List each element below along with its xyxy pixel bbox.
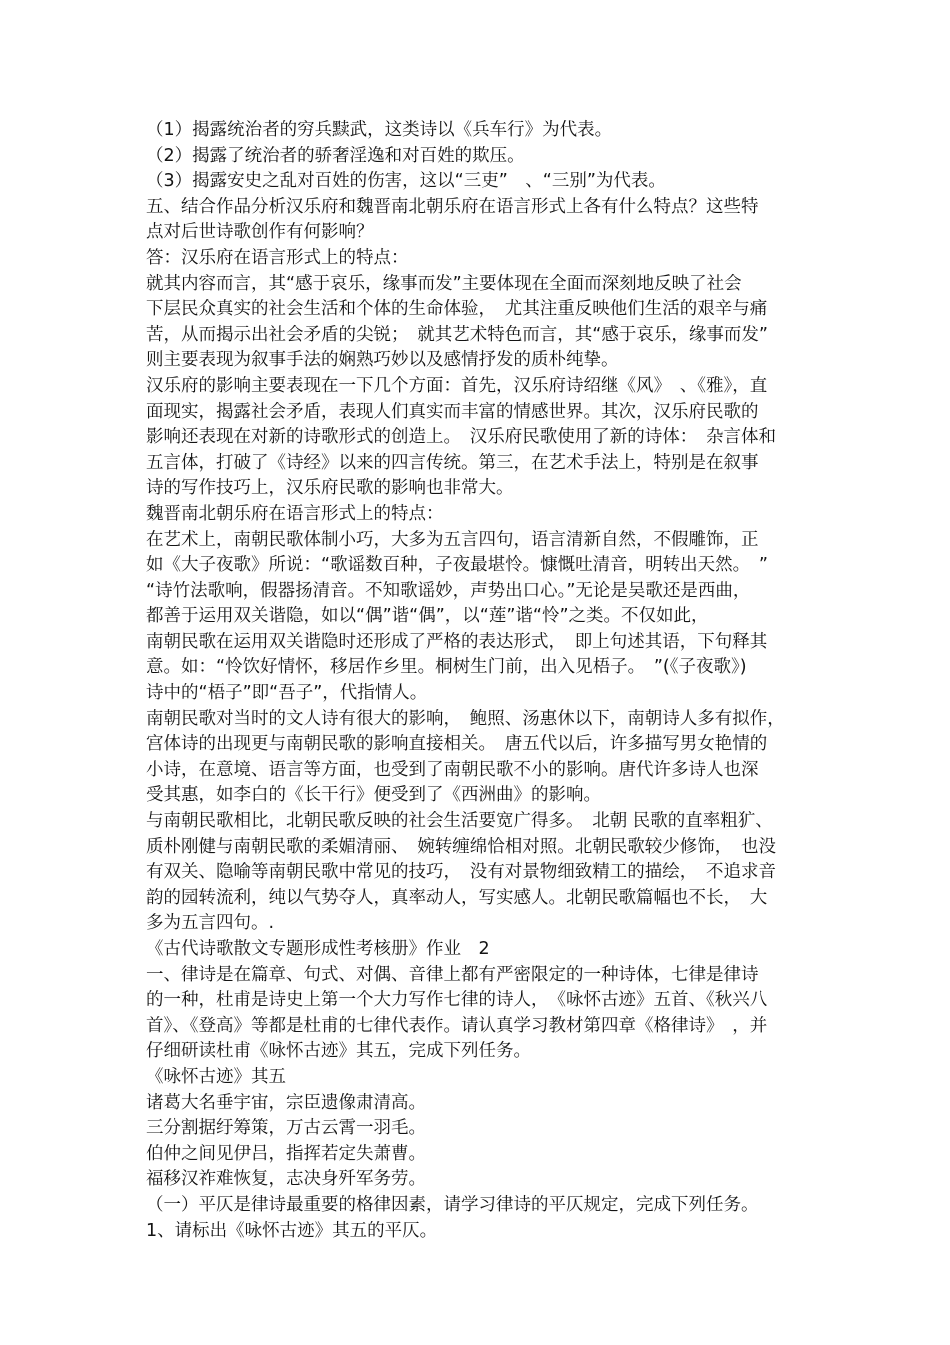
- text-line: 南朝民歌对当时的文人诗有很大的影响， 鲍照、汤惠休以下，南朝诗人多有拟作，: [146, 708, 785, 729]
- text-line: 汉乐府的影响主要表现在一下几个方面：首先，汉乐府诗绍继《风》 、《雅》，直: [146, 375, 768, 396]
- text-line: 福移汉祚难恢复，志决身歼军务劳。: [146, 1169, 426, 1190]
- text-line: 首》、《登高》等都是杜甫的七律代表作。请认真学习教材第四章《格律诗》 ，并: [146, 1015, 768, 1036]
- text-line: 意。如：“怜饮好情怀，移居作乡里。桐树生门前，出入见梧子。 ”(《子夜歌》): [146, 657, 747, 678]
- text-line: 的一种，杜甫是诗史上第一个大力写作七律的诗人， 《咏怀古迹》五首、《秋兴八: [146, 990, 768, 1011]
- text-line: 《咏怀古迹》其五: [146, 1066, 286, 1087]
- text-line: 一、律诗是在篇章、句式、对偶、音律上都有严密限定的一种诗体，七律是律诗: [146, 964, 759, 985]
- text-line: 如《大子夜歌》所说：“歌谣数百种，子夜最堪怜。慷慨吐清音，明转出天然。 ”: [146, 555, 768, 576]
- text-line: （一）平仄是律诗最重要的格律因素，请学习律诗的平仄规定，完成下列任务。: [146, 1194, 759, 1215]
- text-line: 影响还表现在对新的诗歌形式的创造上。 汉乐府民歌使用了新的诗体： 杂言体和: [146, 427, 776, 448]
- text-line: 三分割据纡筹策，万古云霄一羽毛。: [146, 1118, 426, 1139]
- text-line: 受其惠，如李白的《长干行》便受到了《西洲曲》的影响。: [146, 785, 601, 806]
- text-line: 宫体诗的出现更与南朝民歌的影响直接相关。 唐五代以后，许多描写男女艳情的: [146, 734, 768, 755]
- text-line: 多为五言四句。.: [146, 913, 275, 934]
- text-line: 就其内容而言，其“感于哀乐，缘事而发”主要体现在全面而深刻地反映了社会: [146, 273, 742, 294]
- text-line: 韵的园转流利，纯以气势夺人，真率动人，写实感人。北朝民歌篇幅也不长， 大: [146, 887, 768, 908]
- text-line: 诸葛大名垂宇宙，宗臣遗像肃清高。: [146, 1092, 426, 1113]
- text-line: 下层民众真实的社会生活和个体的生命体验， 尤其注重反映他们生活的艰辛与痛: [146, 299, 768, 320]
- text-line: 有双关、隐喻等南朝民歌中常见的技巧， 没有对景物细致精工的描绘， 不追求音: [146, 862, 776, 883]
- text-line: 答：汉乐府在语言形式上的特点：: [146, 247, 409, 268]
- document-body: [146, 118, 816, 1244]
- text-line: “诗竹法歌响，假器扬清音。不知歌谣妙，声势出口心。”无论是吴歌还是西曲，: [146, 580, 751, 601]
- text-line: 都善于运用双关谐隐，如以“偶”谐“偶”，以“莲”谐“怜”之类。不仅如此，: [146, 606, 709, 627]
- text-line: （3）揭露安史之乱对百姓的伤害，这以“三吏” 、“三别”为代表。: [146, 171, 666, 192]
- text-line: 诗中的“梧子”即“吾子”，代指情人。: [146, 683, 428, 704]
- text-line: （1）揭露统治者的穷兵黩武，这类诗以《兵车行》为代表。: [146, 120, 613, 140]
- text-line: 南朝民歌在运用双关谐隐时还形成了严格的表达形式， 即上句述其语，下句释其: [146, 631, 768, 652]
- text-line: 与南朝民歌相比，北朝民歌反映的社会生活要宽广得多。 北朝 民歌的直率粗犷、: [146, 811, 773, 832]
- text-line: 魏晋南北朝乐府在语言形式上的特点：: [146, 503, 444, 524]
- text-line: 《古代诗歌散文专题形成性考核册》作业 2: [146, 939, 490, 959]
- text-line: 质朴刚健与南朝民歌的柔媚清丽、 婉转缠绵恰相对照。北朝民歌较少修饰， 也没: [146, 836, 776, 857]
- text-line: 1、请标出《咏怀古迹》其五的平仄。: [146, 1220, 438, 1241]
- text-line: 苦，从而揭示出社会矛盾的尖锐； 就其艺术特色而言，其“感于哀乐，缘事而发”: [146, 324, 768, 345]
- text-line: （2）揭露了统治者的骄奢淫逸和对百姓的欺压。: [146, 145, 525, 166]
- text-line: 点对后世诗歌创作有何影响？: [146, 222, 374, 243]
- text-line: 五、结合作品分析汉乐府和魏晋南北朝乐府在语言形式上各有什么特点？这些特: [146, 196, 759, 217]
- text-line: 五言体，打破了《诗经》以来的四言传统。第三，在艺术手法上，特别是在叙事: [146, 452, 759, 473]
- text-line: 伯仲之间见伊吕，指挥若定失萧曹。: [146, 1143, 426, 1164]
- text-line: 在艺术上，南朝民歌体制小巧，大多为五言四句，语言清新自然，不假雕饰，正: [146, 529, 759, 550]
- text-line: 仔细研读杜甫《咏怀古迹》其五，完成下列任务。: [146, 1041, 531, 1062]
- text-line: 则主要表现为叙事手法的娴熟巧妙以及感情抒发的质朴纯挚。: [146, 350, 619, 371]
- text-line: 小诗，在意境、语言等方面，也受到了南朝民歌不小的影响。唐代许多诗人也深: [146, 759, 759, 780]
- text-line: 面现实，揭露社会矛盾，表现人们真实而丰富的情感世界。其次，汉乐府民歌的: [146, 401, 759, 422]
- text-line: 诗的写作技巧上，汉乐府民歌的影响也非常大。: [146, 478, 514, 499]
